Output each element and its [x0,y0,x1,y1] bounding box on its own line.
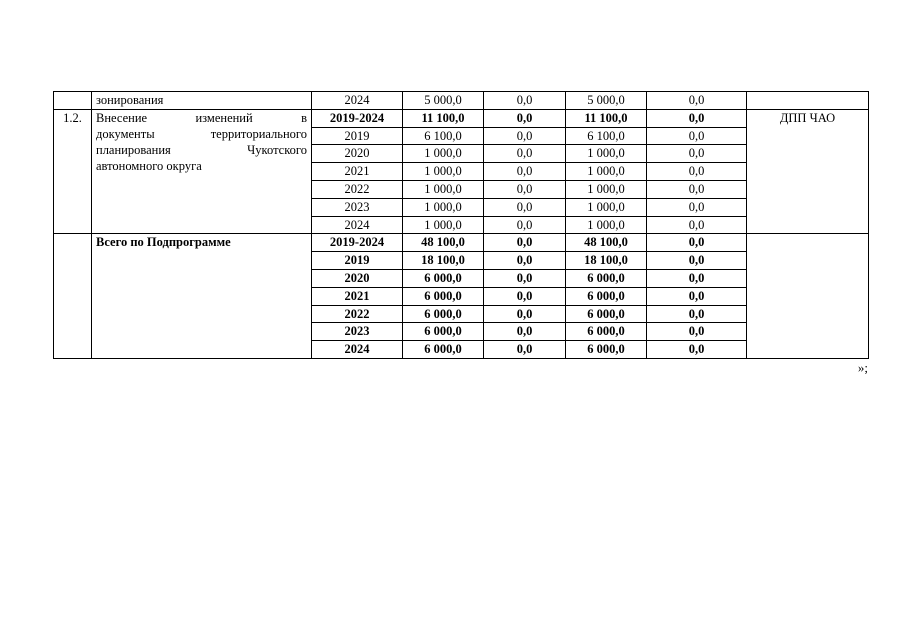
year-cell: 2022 [312,180,403,198]
regional-cell: 6 000,0 [566,305,647,323]
federal-cell: 0,0 [484,341,566,359]
total-cell: 6 000,0 [403,305,484,323]
item-number-cell [54,234,92,359]
description-line: документы территориального [96,126,307,141]
other-cell: 0,0 [647,287,747,305]
other-cell: 0,0 [647,163,747,181]
federal-cell: 0,0 [484,198,566,216]
regional-cell: 1 000,0 [566,145,647,163]
regional-cell: 11 100,0 [566,109,647,127]
other-cell: 0,0 [647,198,747,216]
year-cell: 2021 [312,287,403,305]
federal-cell: 0,0 [484,127,566,145]
other-cell: 0,0 [647,109,747,127]
federal-cell: 0,0 [484,252,566,270]
total-cell: 1 000,0 [403,145,484,163]
table-row [54,109,869,127]
item-description-cell [92,109,312,234]
year-cell: 2020 [312,269,403,287]
regional-cell: 5 000,0 [566,92,647,110]
total-cell: 6 000,0 [403,323,484,341]
federal-cell: 0,0 [484,269,566,287]
federal-cell: 0,0 [484,287,566,305]
year-cell: 2024 [312,341,403,359]
total-cell: 6 100,0 [403,127,484,145]
total-cell: 48 100,0 [403,234,484,252]
year-cell: 2023 [312,323,403,341]
regional-cell: 1 000,0 [566,216,647,234]
federal-cell: 0,0 [484,145,566,163]
year-cell: 2022 [312,305,403,323]
regional-cell: 1 000,0 [566,180,647,198]
year-cell: 2024 [312,216,403,234]
total-cell: 1 000,0 [403,198,484,216]
year-cell: 2019-2024 [312,234,403,252]
total-cell: 5 000,0 [403,92,484,110]
regional-cell: 6 000,0 [566,323,647,341]
year-cell: 2019-2024 [312,109,403,127]
other-cell: 0,0 [647,323,747,341]
total-cell: 11 100,0 [403,109,484,127]
item-description-cell: зонирования [92,92,312,110]
executor-cell: ДПП ЧАО [747,109,869,234]
description-line: Внесение изменений в [96,110,307,125]
other-cell: 0,0 [647,127,747,145]
other-cell: 0,0 [647,216,747,234]
executor-cell [747,92,869,110]
regional-cell: 6 000,0 [566,269,647,287]
regional-cell: 48 100,0 [566,234,647,252]
year-cell: 2019 [312,127,403,145]
total-cell: 1 000,0 [403,216,484,234]
regional-cell: 6 000,0 [566,287,647,305]
federal-cell: 0,0 [484,109,566,127]
federal-cell: 0,0 [484,323,566,341]
executor-cell [747,234,869,359]
federal-cell: 0,0 [484,234,566,252]
total-cell: 1 000,0 [403,180,484,198]
year-cell: 2024 [312,92,403,110]
other-cell: 0,0 [647,269,747,287]
total-cell: 6 000,0 [403,269,484,287]
item-number-cell: 1.2. [54,109,92,234]
year-cell: 2019 [312,252,403,270]
regional-cell: 6 000,0 [566,341,647,359]
total-cell: 1 000,0 [403,163,484,181]
year-cell: 2021 [312,163,403,181]
federal-cell: 0,0 [484,92,566,110]
regional-cell: 6 100,0 [566,127,647,145]
item-number-cell [54,92,92,110]
regional-cell: 1 000,0 [566,198,647,216]
other-cell: 0,0 [647,341,747,359]
federal-cell: 0,0 [484,180,566,198]
total-label-cell: Всего по Подпрограмме [92,234,312,359]
total-cell: 6 000,0 [403,341,484,359]
budget-table [53,91,869,359]
other-cell: 0,0 [647,145,747,163]
other-cell: 0,0 [647,180,747,198]
year-cell: 2023 [312,198,403,216]
other-cell: 0,0 [647,92,747,110]
other-cell: 0,0 [647,252,747,270]
other-cell: 0,0 [647,234,747,252]
other-cell: 0,0 [647,305,747,323]
description-line: автономного округа [96,158,202,173]
table-row [54,92,869,110]
total-cell: 18 100,0 [403,252,484,270]
federal-cell: 0,0 [484,305,566,323]
regional-cell: 1 000,0 [566,163,647,181]
description-line: планирования Чукотского [96,142,307,157]
table-row [54,234,869,252]
year-cell: 2020 [312,145,403,163]
federal-cell: 0,0 [484,216,566,234]
total-cell: 6 000,0 [403,287,484,305]
closing-quote-mark: »; [857,360,868,375]
federal-cell: 0,0 [484,163,566,181]
regional-cell: 18 100,0 [566,252,647,270]
